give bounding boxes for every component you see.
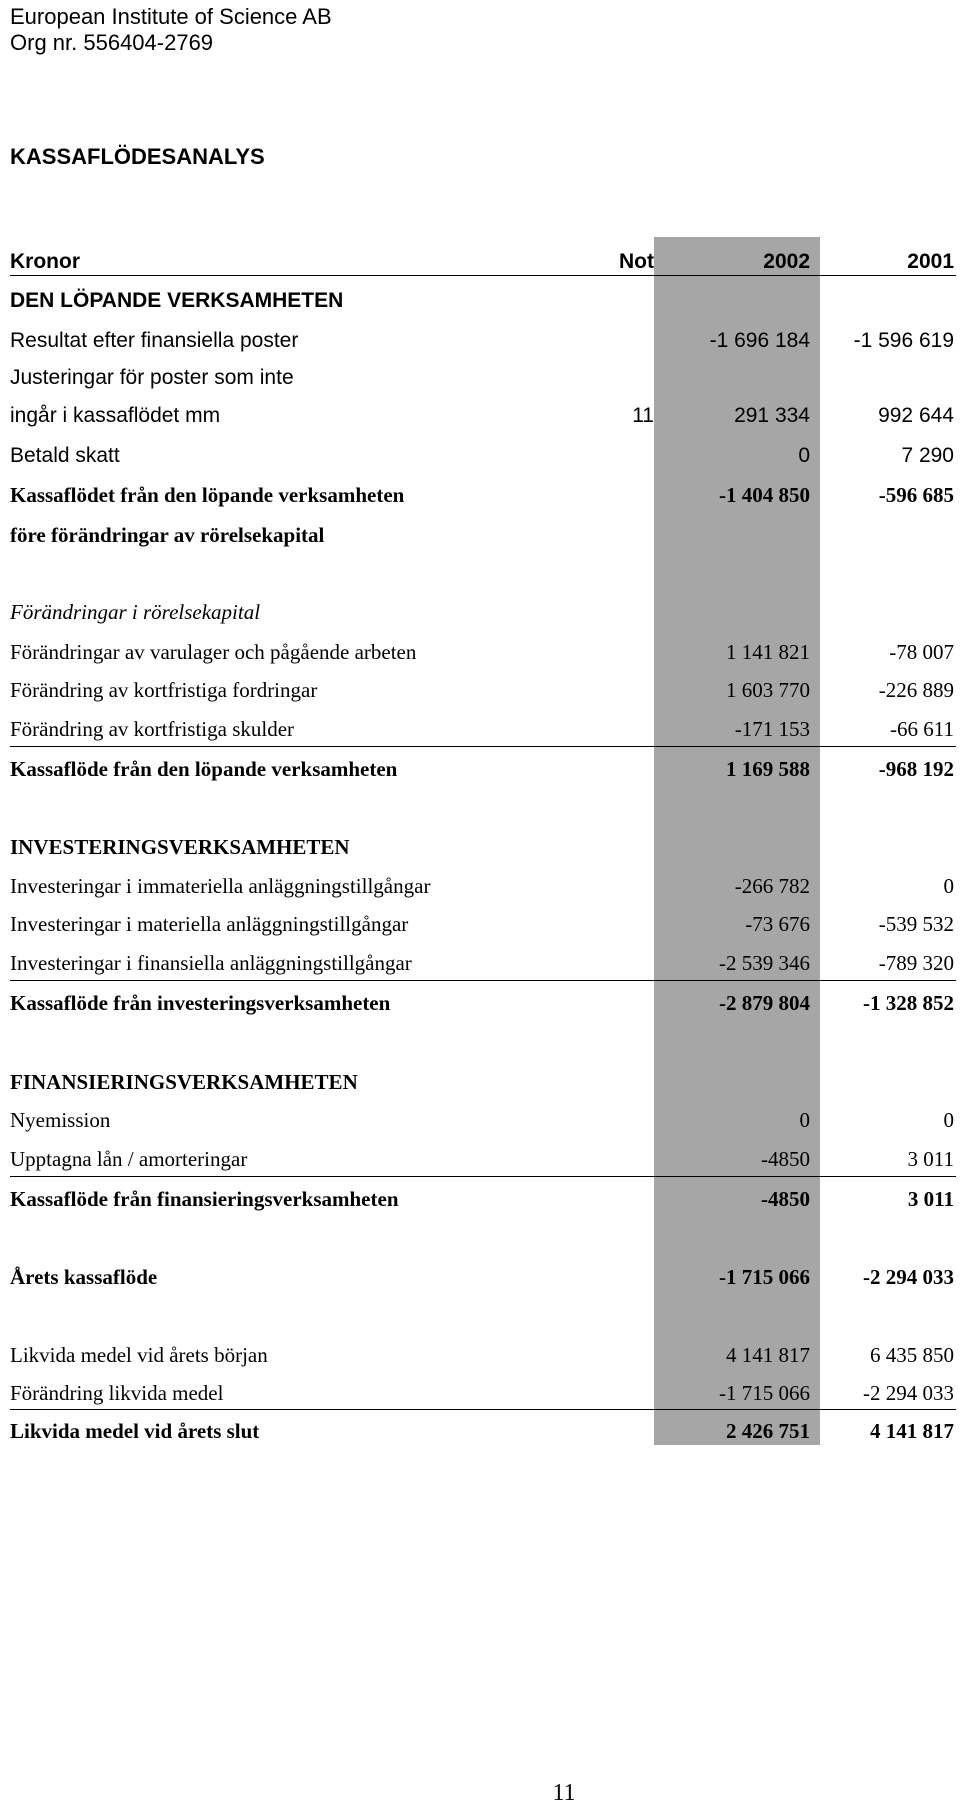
value-2002: 291 334 (734, 404, 810, 427)
table-row (10, 596, 956, 628)
value-2002: -1 715 066 (719, 1265, 810, 1289)
value-2002: 1 169 588 (726, 757, 810, 781)
table-row (10, 1066, 956, 1098)
table-row (10, 519, 956, 551)
table-row (10, 753, 956, 785)
header-2001: 2001 (907, 250, 954, 273)
value-2001: -789 320 (878, 951, 954, 975)
value-2001: -78 007 (889, 640, 954, 664)
value-2002: 4 141 817 (726, 1343, 810, 1367)
header-rule (10, 275, 956, 276)
row-label: Kassaflöde från den löpande verksamheten (10, 757, 398, 781)
header-not: Not (619, 250, 654, 273)
row-label: Likvida medel vid årets början (10, 1343, 268, 1367)
header-kronor: Kronor (10, 250, 80, 273)
row-label: Förändringar i rörelsekapital (10, 600, 261, 624)
table-row (10, 1104, 956, 1136)
row-label: Kassaflöde från investeringsverksamheten (10, 991, 391, 1015)
value-2002: -266 782 (734, 874, 810, 898)
table-row (10, 636, 956, 668)
row-label: Resultat efter finansiella poster (10, 329, 299, 352)
row-label: Betald skatt (10, 444, 120, 467)
row-label: INVESTERINGSVERKSAMHETEN (10, 835, 350, 859)
value-2001: 6 435 850 (870, 1343, 954, 1367)
row-label: ingår i kassaflödet mm (10, 404, 221, 427)
value-2002: -2 879 804 (719, 991, 810, 1015)
subtotal-rule (10, 980, 956, 981)
row-label: Investeringar i finansiella anläggningstillgångar (10, 951, 412, 975)
value-2002: -171 153 (734, 717, 810, 741)
value-2001: -2 294 033 (863, 1265, 954, 1289)
table-row (10, 440, 956, 472)
row-label: Årets kassaflöde (10, 1265, 158, 1289)
page-number: 11 (552, 1780, 576, 1806)
row-label: Likvida medel vid årets slut (10, 1419, 260, 1443)
table-row (10, 674, 956, 706)
value-2001: -1 328 852 (863, 991, 954, 1015)
note-ref: 11 (632, 404, 654, 427)
value-2002: -73 676 (745, 912, 810, 936)
table-header (10, 246, 956, 278)
row-label: Investeringar i materiella anläggningstillgångar (10, 912, 409, 936)
value-2001: 0 (943, 874, 954, 898)
value-2001: -226 889 (878, 678, 954, 702)
page-title: KASSAFLÖDESANALYS (10, 144, 265, 169)
value-2002: 1 603 770 (726, 678, 810, 702)
row-label: FINANSIERINGSVERKSAMHETEN (10, 1070, 358, 1094)
value-2001: 0 (943, 1108, 954, 1132)
row-label: Förändring av kortfristiga skulder (10, 717, 295, 741)
value-2001: -1 596 619 (853, 329, 954, 352)
table-row (10, 362, 956, 394)
table-row (10, 1143, 956, 1175)
value-2001: 3 011 (907, 1187, 954, 1211)
value-2002: -2 539 346 (719, 951, 810, 975)
table-row (10, 1183, 956, 1215)
org-number: Org nr. 556404-2769 (10, 30, 214, 55)
value-2002: -1 696 184 (709, 329, 810, 352)
table-row (10, 1339, 956, 1371)
value-2002: 0 (799, 1108, 810, 1132)
table-row (10, 400, 956, 432)
company-name: European Institute of Science AB (10, 4, 332, 29)
table-row (10, 870, 956, 902)
value-2001: -596 685 (878, 483, 954, 507)
table-row (10, 1261, 956, 1293)
row-label: Kassaflöde från finansieringsverksamheten (10, 1187, 399, 1211)
row-label: Förändring likvida medel (10, 1381, 224, 1405)
value-2001: -66 611 (890, 717, 954, 741)
total-rule (10, 1409, 956, 1410)
row-label: Förändring av kortfristiga fordringar (10, 678, 318, 702)
value-2002: 0 (798, 444, 810, 467)
table-row (10, 285, 956, 317)
subtotal-rule (10, 1176, 956, 1177)
row-label: Investeringar i immateriella anläggningstillgångar (10, 874, 431, 898)
table-row (10, 1415, 956, 1447)
table-row (10, 831, 956, 863)
table-row (10, 1377, 956, 1409)
value-2001: 4 141 817 (870, 1419, 954, 1443)
value-2002: -4850 (761, 1147, 810, 1171)
row-label: DEN LÖPANDE VERKSAMHETEN (10, 289, 344, 312)
row-label: Kassaflödet från den löpande verksamheten (10, 483, 405, 507)
value-2002: 2 426 751 (726, 1419, 810, 1443)
value-2001: -2 294 033 (863, 1381, 954, 1405)
table-row (10, 479, 956, 511)
value-2001: 7 290 (901, 444, 954, 467)
value-2001: -539 532 (878, 912, 954, 936)
table-row (10, 908, 956, 940)
row-label: Upptagna lån / amorteringar (10, 1147, 248, 1171)
row-label: Justeringar för poster som inte (10, 366, 294, 389)
value-2001: 992 644 (878, 404, 954, 427)
value-2001: -968 192 (878, 757, 954, 781)
table-row (10, 325, 956, 357)
row-label: före förändringar av rörelsekapital (10, 523, 325, 547)
table-row (10, 947, 956, 979)
header-2002: 2002 (763, 250, 810, 273)
subtotal-rule (10, 746, 956, 747)
row-label: Förändringar av varulager och pågående arbeten (10, 640, 417, 664)
value-2002: 1 141 821 (726, 640, 810, 664)
row-label: Nyemission (10, 1108, 111, 1132)
value-2002: -1 715 066 (719, 1381, 810, 1405)
table-row (10, 987, 956, 1019)
value-2002: -1 404 850 (719, 483, 810, 507)
table-row (10, 713, 956, 745)
value-2001: 3 011 (907, 1147, 954, 1171)
value-2002: -4850 (761, 1187, 810, 1211)
